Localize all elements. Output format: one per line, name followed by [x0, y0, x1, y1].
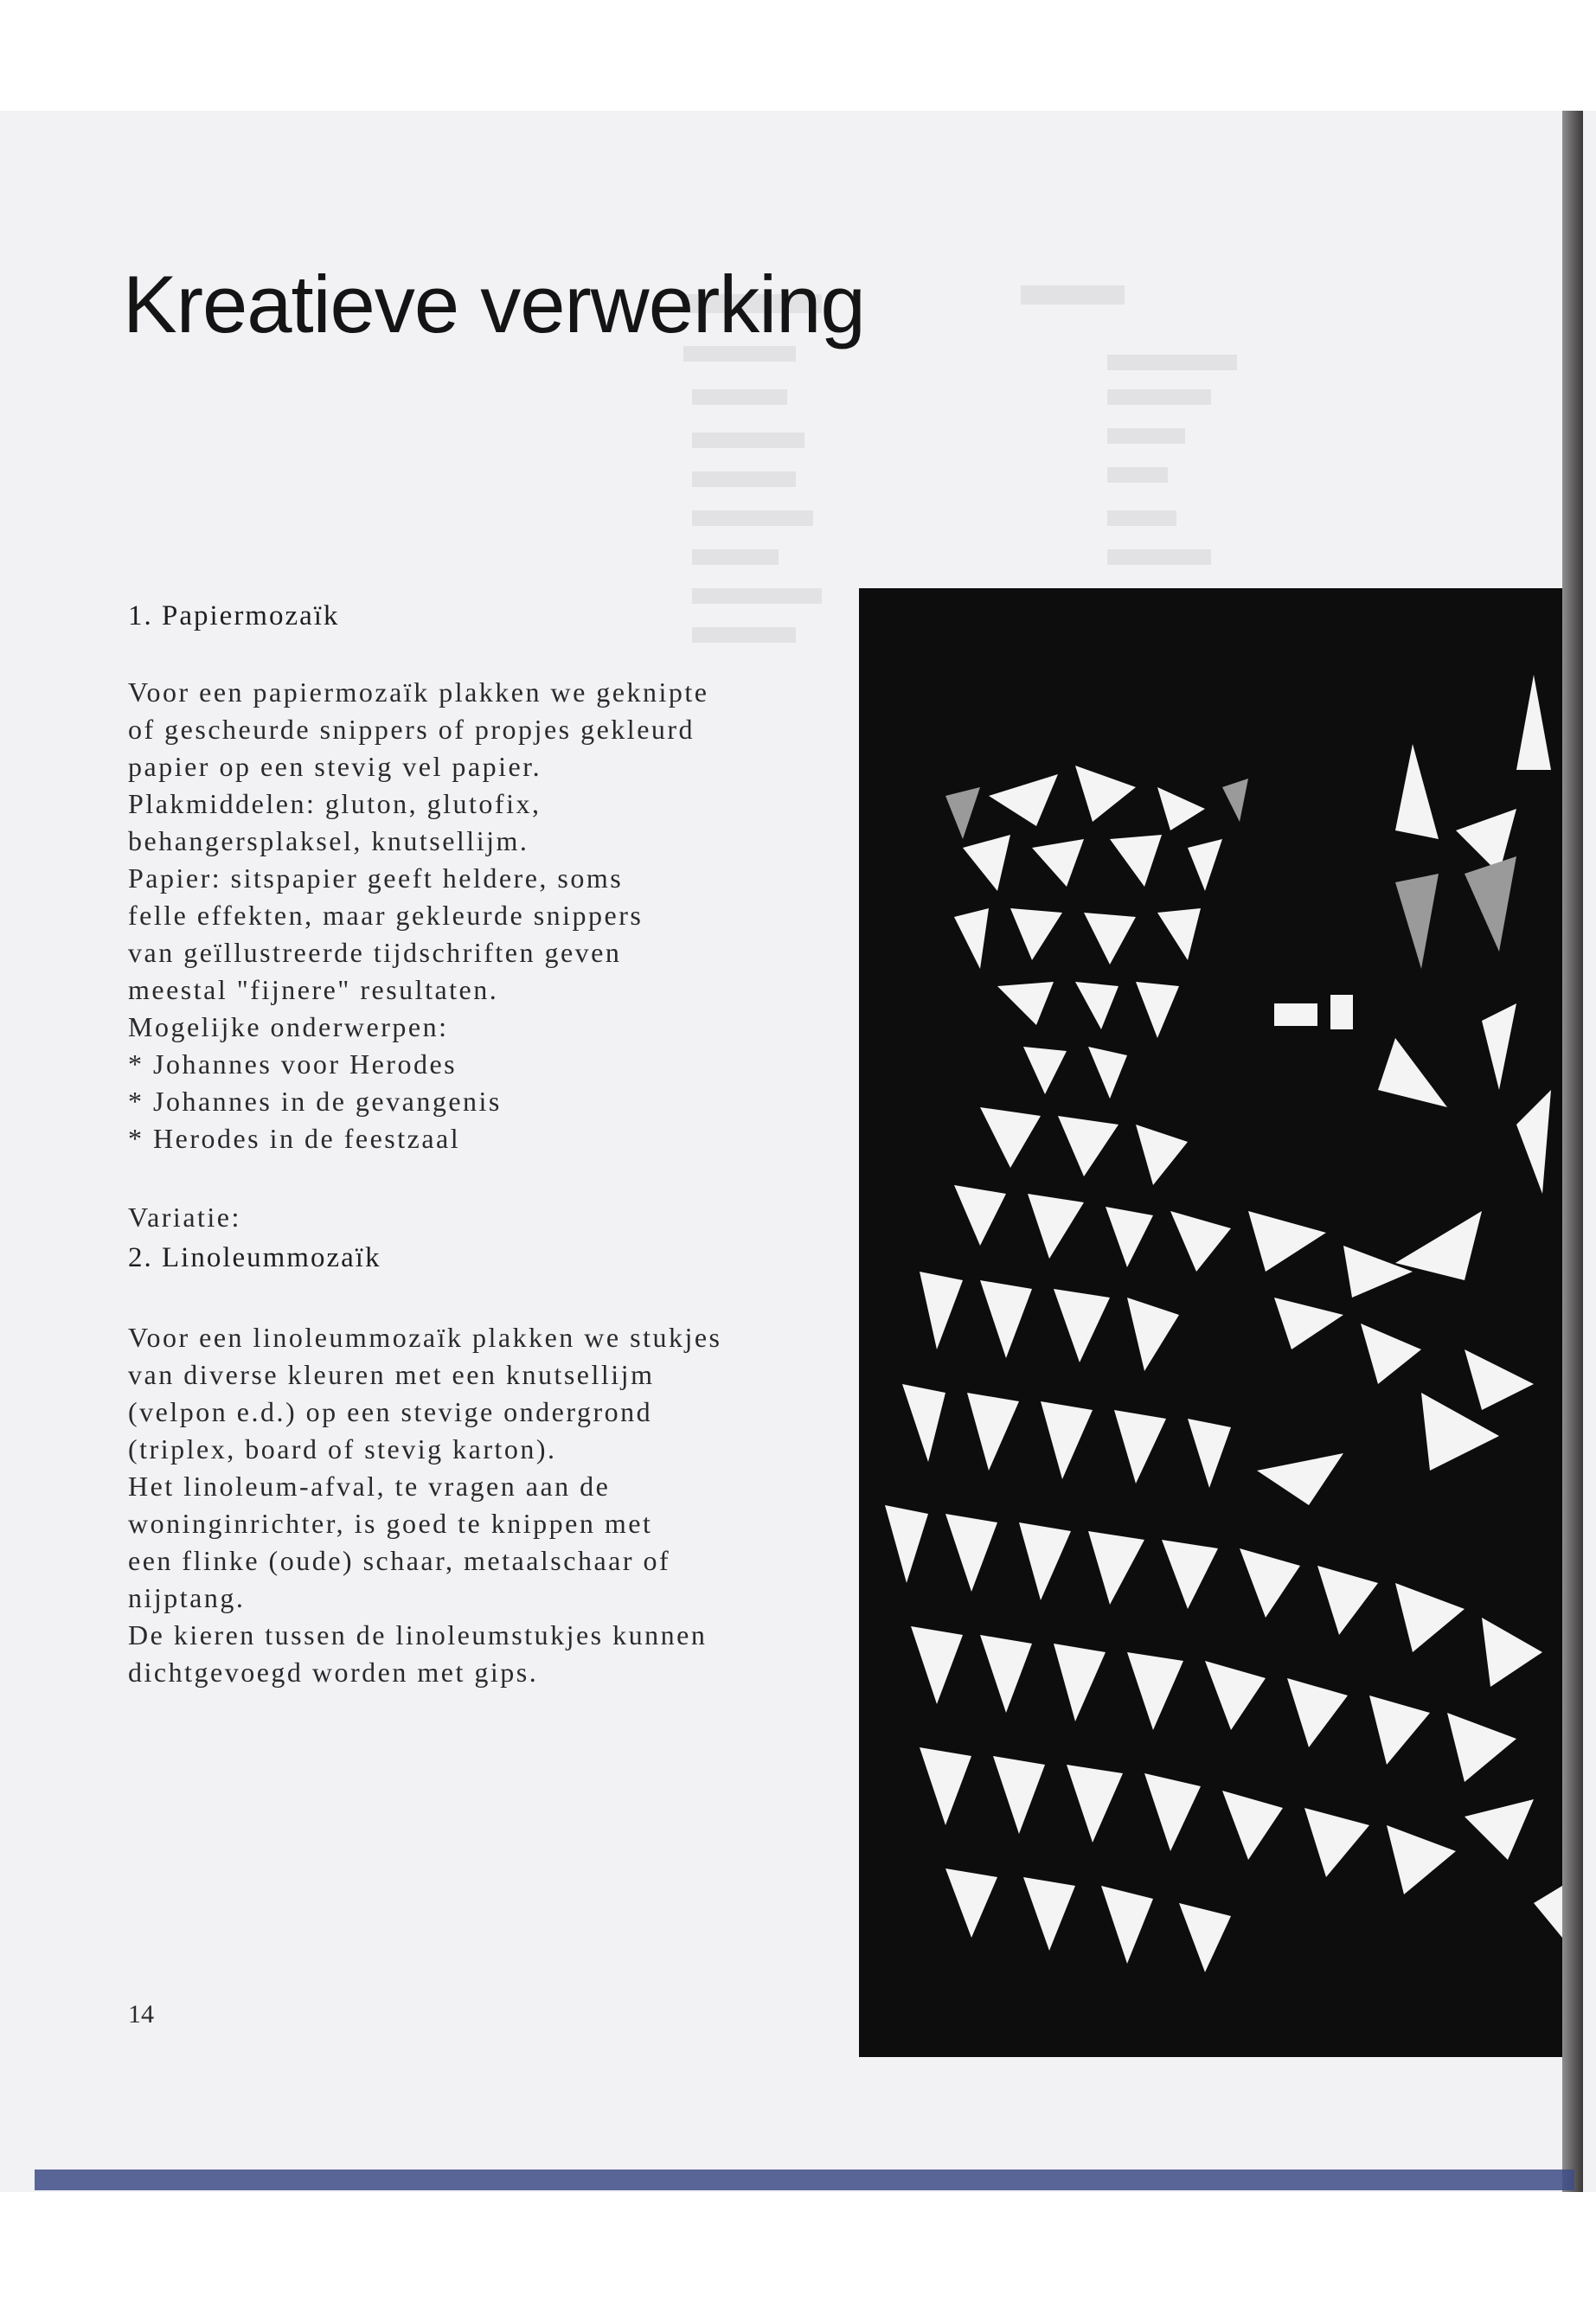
- text-line: van diverse kleuren met een knutsellijm: [128, 1359, 655, 1390]
- page-number: 14: [128, 2000, 154, 2029]
- variation-label: Variatie:: [128, 1202, 241, 1233]
- mosaic-illustration: [859, 588, 1562, 2057]
- section-body-linoleummozaik: [128, 1319, 855, 1691]
- text-line: felle effekten, maar gekleurde snippers: [128, 900, 644, 931]
- text-line: dichtgevoegd worden met gips.: [128, 1657, 539, 1688]
- text-line: behangersplaksel, knutsellijm.: [128, 825, 529, 856]
- page-binding-edge: [1562, 111, 1583, 2192]
- list-item: * Johannes in de gevangenis: [128, 1086, 502, 1117]
- text-line: of gescheurde snippers of propjes gekleurd: [128, 714, 695, 745]
- text-line: van geïllustreerde tijdschriften geven: [128, 937, 622, 968]
- text-line: Plakmiddelen: gluton, glutofix,: [128, 788, 542, 819]
- text-line: Mogelijke onderwerpen:: [128, 1011, 449, 1042]
- text-line: een flinke (oude) schaar, metaalschaar of: [128, 1545, 671, 1576]
- scan-margin-bottom: [0, 2192, 1596, 2301]
- text-line: meestal "fijnere" resultaten.: [128, 974, 499, 1005]
- cover-edge-strip: [35, 2170, 1574, 2190]
- section-body-papiermozaik: [128, 674, 855, 1157]
- text-line: papier op een stevig vel papier.: [128, 751, 542, 782]
- text-line: Voor een linoleummozaïk plakken we stukjes: [128, 1322, 722, 1353]
- list-item: * Herodes in de feestzaal: [128, 1123, 461, 1154]
- text-line: (triplex, board of stevig karton).: [128, 1433, 557, 1465]
- page-title: Kreatieve verwerking: [123, 259, 865, 349]
- list-item: * Johannes voor Herodes: [128, 1048, 458, 1080]
- text-line: woninginrichter, is goed te knippen met: [128, 1508, 653, 1539]
- text-line: Het linoleum-afval, te vragen aan de: [128, 1471, 611, 1502]
- section-heading-linoleummozaik: 2. Linoleummozaïk: [128, 1242, 381, 1273]
- scan-margin-top: [0, 0, 1596, 111]
- text-line: De kieren tussen de linoleumstukjes kunnen: [128, 1619, 708, 1650]
- text-line: Papier: sitspapier geeft heldere, soms: [128, 862, 624, 894]
- text-line: (velpon e.d.) op een stevige ondergrond: [128, 1396, 653, 1427]
- section-heading-papiermozaik: 1. Papiermozaïk: [128, 600, 340, 631]
- text-line: Voor een papiermozaïk plakken we geknipte: [128, 676, 709, 708]
- text-line: nijptang.: [128, 1582, 246, 1613]
